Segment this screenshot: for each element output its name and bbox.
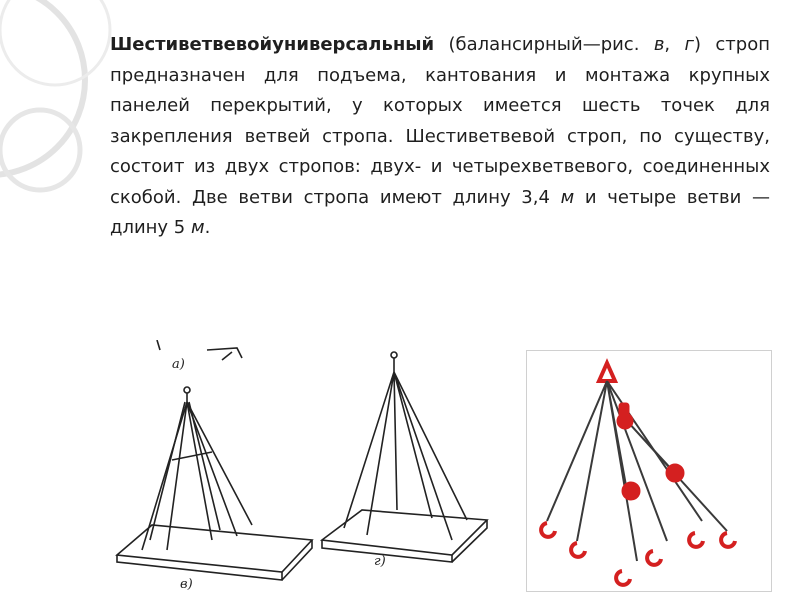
comma: , — [664, 34, 685, 55]
bold-term-1: Шестиветвевой — [110, 34, 273, 55]
label-a: а) — [172, 357, 185, 372]
unit-m-2: м — [190, 217, 205, 238]
mid-text: и четыре ветви — длину 5 — [110, 186, 771, 238]
fig-ref: рис. — [600, 34, 640, 55]
label-v: в) — [180, 577, 193, 592]
paren-close: ) — [693, 34, 702, 55]
bold-term-2: универсальный — [272, 34, 435, 55]
fig-ref-g: г — [684, 34, 694, 55]
label-g: г) — [374, 554, 386, 569]
paren-text: (балансирный — [434, 34, 583, 55]
unit-m-1: м — [560, 186, 575, 208]
fig-ref-v: в — [653, 34, 665, 55]
description-paragraph — [110, 30, 770, 244]
period: . — [204, 217, 211, 238]
sling-drawing-figure — [112, 340, 492, 595]
body-text: строп предназначен для подъема, кантования и монтажа крупных панелей перекрытий, у которых имеется шесть точек для закрепления ветвей стропа. Шестиветвевой строп, по существу, состоит из двух стропов: двух- и четырехветвевого, соединенных скобой. Две ветви стропа имеют длину 3,4 — [110, 34, 770, 208]
dash: — — [582, 34, 601, 55]
sling-photo — [526, 350, 772, 592]
